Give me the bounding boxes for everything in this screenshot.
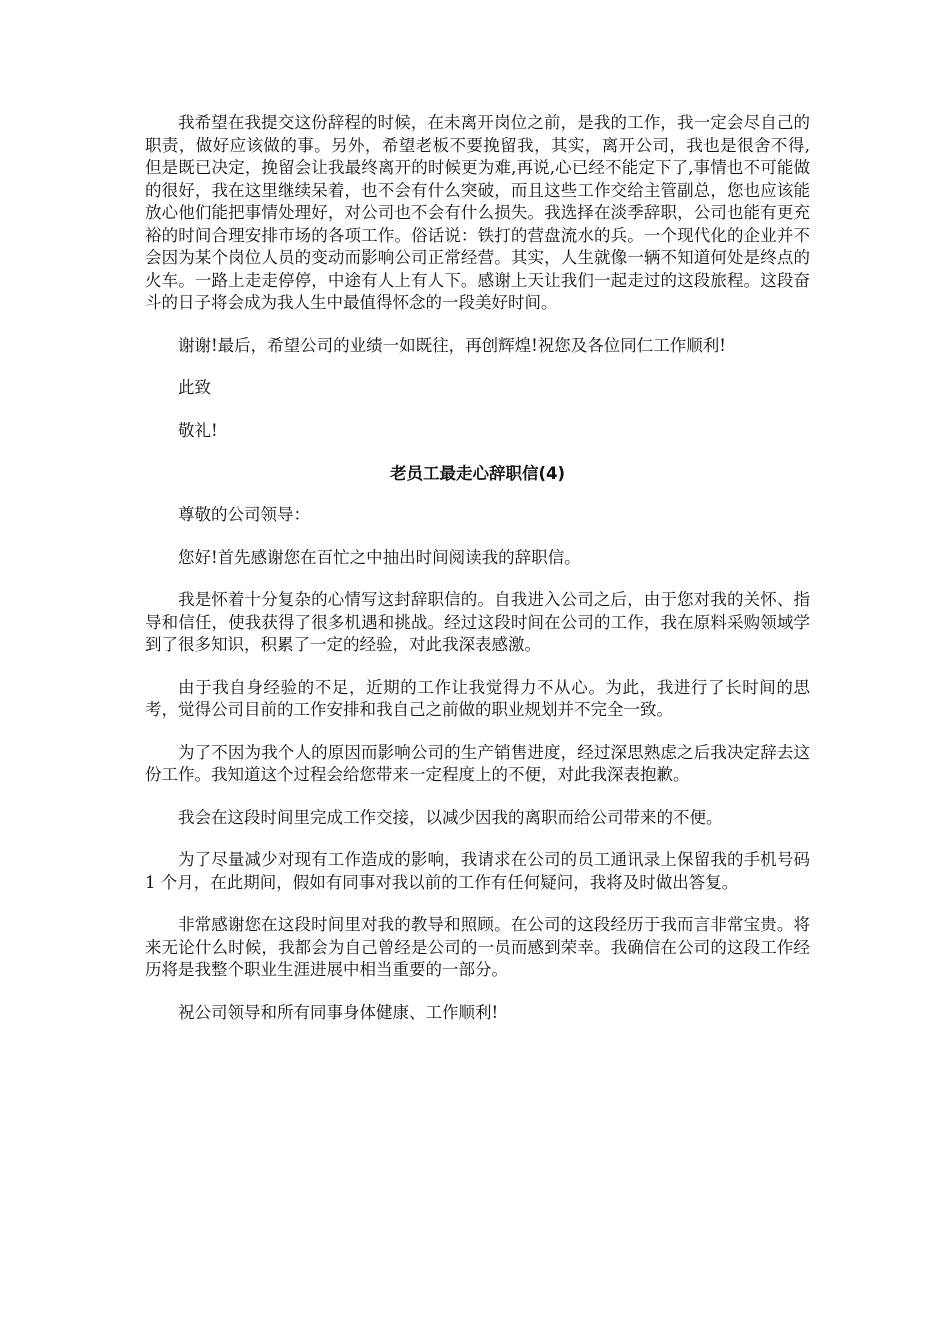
paragraph: 我会在这段时间里完成工作交接，以减少因我的离职而给公司带来的不便。 [178, 807, 723, 827]
paragraph: 为了尽量减少对现有工作造成的影响，我请求在公司的员工通讯录上保留我的手机号码 1 个月，在此期间，假如有同事对我以前的工作有任何疑问，我将及时做出答复。 [145, 850, 810, 892]
greeting: 尊敬的公司领导： [178, 505, 310, 524]
closing-regards: 敬礼! [178, 420, 218, 440]
paragraph: 您好!首先感谢您在百忙之中抽出时间阅读我的辞职信。 [178, 547, 581, 567]
paragraph: 祝公司领导和所有同事身体健康、工作顺利! [178, 1002, 499, 1022]
closing-salutation: 此致 [178, 378, 211, 397]
document-page [145, 112, 810, 1044]
section-title: 老员工最走心辞职信(4) [389, 464, 566, 483]
paragraph: 我是怀着十分复杂的心情写这封辞职信的。自我进入公司之后，由于您对我的关怀、指导和信任，使我获得了很多机遇和挑战。经过这段时间在公司的工作，我在原料采购领域学到了很多知识，积累了一定的经验，对此我深表感激。 [145, 590, 810, 654]
paragraph: 由于我自身经验的不足，近期的工作让我觉得力不从心。为此，我进行了长时间的思考，觉得公司目前的工作安排和我自己之前做的职业规划并不完全一致。 [145, 677, 810, 719]
paragraph: 我希望在我提交这份辞程的时候，在未离开岗位之前，是我的工作，我一定会尽自己的职责，做好应该做的事。另外，希望老板不要挽留我，其实，离开公司，我也是很舍不得,但是既已决定，挽留会让我最终离开的时候更为难,再说,心已经不能定下了,事情也不可能做的很好，我在这里继续呆着，也不会有什么突破，而且这些工作交给主管副总，您也应该能放心他们能把事情处理好，对公司也不会有什么损失。我选择在淡季辞职，公司也能有更充裕的时间合理安排市场的各项工作。俗话说：铁打的营盘流水的兵。一个现代化的企业并不会因为某个岗位人员的变动而影响公司正常经营。其实，人生就像一辆不知道何处是终点的火车。一路上走走停停，中途有人上有人下。感谢上天让我们一起走过的这段旅程。这段奋斗的日子将会成为我人生中最值得怀念的一段美好时间。 [145, 113, 810, 312]
paragraph: 谢谢!最后，希望公司的业绩一如既往，再创辉煌!祝您及各位同仁工作顺利! [178, 335, 726, 355]
paragraph: 非常感谢您在这段时间里对我的教导和照顾。在公司的这段经历于我而言非常宝贵。将来无论什么时候，我都会为自己曾经是公司的一员而感到荣幸。我确信在公司的这段工作经历将是我整个职业生涯进展中相当重要的一部分。 [145, 915, 810, 979]
paragraph: 为了不因为我个人的原因而影响公司的生产销售进度，经过深思熟虑之后我决定辞去这份工作。我知道这个过程会给您带来一定程度上的不便，对此我深表抱歉。 [145, 742, 810, 784]
